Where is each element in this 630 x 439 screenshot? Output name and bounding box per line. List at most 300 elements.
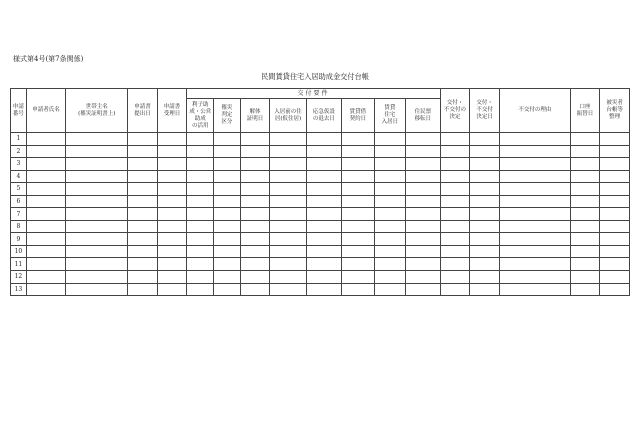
- table-cell: [157, 145, 187, 158]
- table-cell: [470, 145, 500, 158]
- table-row: [11, 271, 630, 284]
- table-cell: [570, 133, 600, 146]
- header-line: 入居日: [381, 119, 399, 125]
- table-cell: [470, 195, 500, 208]
- table-cell: [306, 158, 341, 171]
- table-cell: [128, 233, 158, 246]
- table-cell: [570, 208, 600, 221]
- table-cell: [26, 195, 65, 208]
- table-cell: [374, 158, 406, 171]
- table-cell: [374, 258, 406, 271]
- table-cell: [214, 183, 241, 196]
- table-cell: [406, 195, 440, 208]
- table-cell: [270, 208, 306, 221]
- table-cell: [187, 158, 214, 171]
- table-cell: [66, 220, 128, 233]
- col-header-applicant: [26, 89, 65, 133]
- table-cell: [570, 220, 600, 233]
- table-cell: [374, 133, 406, 146]
- table-cell: [187, 208, 214, 221]
- table-cell: [26, 170, 65, 183]
- table-cell: [374, 183, 406, 196]
- group-header-requirements: 交付要件: [187, 89, 440, 99]
- header-line: 罹災: [221, 105, 233, 111]
- table-cell: [240, 283, 270, 296]
- table-cell: [187, 245, 214, 258]
- table-cell: [187, 271, 214, 284]
- table-cell: [240, 208, 270, 221]
- header-line: 世帯主名: [85, 103, 108, 110]
- table-cell: [470, 283, 500, 296]
- header-line: 契約日: [349, 115, 367, 122]
- table-cell: [66, 195, 128, 208]
- col-header-temp-exit: [306, 99, 341, 133]
- table-cell: [406, 283, 440, 296]
- table-cell: [26, 271, 65, 284]
- table-cell: [128, 283, 158, 296]
- table-cell: [570, 271, 600, 284]
- table-cell: [570, 158, 600, 171]
- table-cell: [600, 133, 630, 146]
- table-cell: [214, 145, 241, 158]
- table-cell: [157, 245, 187, 258]
- header-line: 住宅: [384, 112, 396, 118]
- row-number: 8: [11, 220, 27, 233]
- table-cell: [270, 271, 306, 284]
- table-cell: [374, 145, 406, 158]
- col-header-decision-date: [470, 89, 500, 133]
- table-cell: [440, 233, 470, 246]
- table-cell: [26, 183, 65, 196]
- table-cell: [270, 170, 306, 183]
- table-cell: [128, 195, 158, 208]
- table-cell: [570, 195, 600, 208]
- table-cell: [342, 283, 375, 296]
- table-cell: [374, 233, 406, 246]
- header-line: の退去日: [312, 115, 335, 122]
- table-cell: [157, 233, 187, 246]
- table-cell: [374, 283, 406, 296]
- table-cell: [570, 245, 600, 258]
- table-cell: [600, 145, 630, 158]
- table-cell: [306, 183, 341, 196]
- header-line: 不交付: [476, 107, 493, 113]
- table-cell: [214, 158, 241, 171]
- table-cell: [306, 133, 341, 146]
- table-cell: [440, 183, 470, 196]
- header-line: (罹災証明書上): [78, 110, 116, 117]
- col-header-disaster: [214, 99, 241, 133]
- table-cell: [214, 170, 241, 183]
- table-cell: [470, 271, 500, 284]
- table-cell: [240, 220, 270, 233]
- col-header-lease-date: [342, 99, 375, 133]
- table-cell: [406, 208, 440, 221]
- table-cell: [600, 258, 630, 271]
- table-cell: [187, 233, 214, 246]
- header-line: 住民票: [414, 108, 432, 115]
- table-cell: [187, 195, 214, 208]
- table-cell: [499, 245, 570, 258]
- table-cell: [270, 145, 306, 158]
- table-cell: [26, 208, 65, 221]
- table-cell: [66, 170, 128, 183]
- table-cell: [26, 283, 65, 296]
- table-cell: [440, 208, 470, 221]
- header-line: 受理日: [163, 110, 181, 117]
- table-cell: [26, 145, 65, 158]
- col-header-reason: [499, 89, 570, 133]
- table-cell: [240, 170, 270, 183]
- table-cell: [306, 271, 341, 284]
- table-cell: [240, 195, 270, 208]
- table-cell: [306, 170, 341, 183]
- table-cell: [128, 170, 158, 183]
- table-cell: [26, 233, 65, 246]
- col-header-household-head: [66, 89, 128, 133]
- table-cell: [406, 170, 440, 183]
- table-cell: [570, 183, 600, 196]
- header-line: 決定: [449, 114, 461, 120]
- table-cell: [240, 158, 270, 171]
- table-row: [11, 145, 630, 158]
- table-row: [11, 283, 630, 296]
- table-cell: [406, 158, 440, 171]
- table-cell: [440, 133, 470, 146]
- table-cell: [187, 258, 214, 271]
- table-cell: [342, 220, 375, 233]
- table-cell: [499, 220, 570, 233]
- table-cell: [128, 258, 158, 271]
- table-cell: [570, 170, 600, 183]
- table-cell: [214, 208, 241, 221]
- header-line: 振替日: [576, 110, 594, 117]
- table-cell: [342, 271, 375, 284]
- table-cell: [306, 145, 341, 158]
- table-row: [11, 195, 630, 208]
- table-cell: [66, 208, 128, 221]
- table-cell: [187, 283, 214, 296]
- header-line: 賃貸借: [349, 108, 367, 115]
- table-cell: [128, 220, 158, 233]
- table-cell: [66, 158, 128, 171]
- table-cell: [342, 183, 375, 196]
- header-line: 移転日: [414, 115, 432, 122]
- col-header-resident-transfer: [406, 99, 440, 133]
- table-cell: [128, 183, 158, 196]
- table-cell: [270, 283, 306, 296]
- table-cell: [214, 271, 241, 284]
- table-row: [11, 245, 630, 258]
- col-header-app-no: [11, 89, 27, 133]
- table-cell: [214, 233, 241, 246]
- table-cell: [240, 245, 270, 258]
- table-cell: [306, 208, 341, 221]
- table-cell: [128, 145, 158, 158]
- table-cell: [214, 133, 241, 146]
- header-line: 台帳等: [606, 107, 623, 113]
- table-cell: [470, 183, 500, 196]
- table-cell: [374, 170, 406, 183]
- table-cell: [128, 271, 158, 284]
- table-cell: [187, 133, 214, 146]
- row-number: 9: [11, 233, 27, 246]
- table-cell: [342, 233, 375, 246]
- table-cell: [440, 283, 470, 296]
- table-cell: [406, 220, 440, 233]
- header-line: 解体: [249, 108, 261, 115]
- table-cell: [440, 145, 470, 158]
- table-cell: [600, 208, 630, 221]
- table-cell: [66, 245, 128, 258]
- table-cell: [440, 245, 470, 258]
- header-line: 提出日: [134, 110, 151, 117]
- table-row: [11, 258, 630, 271]
- table-cell: [214, 220, 241, 233]
- table-cell: [157, 170, 187, 183]
- table-cell: [66, 271, 128, 284]
- row-number: 6: [11, 195, 27, 208]
- table-cell: [499, 195, 570, 208]
- table-cell: [406, 145, 440, 158]
- table-cell: [600, 283, 630, 296]
- table-cell: [66, 145, 128, 158]
- col-header-decision: [440, 89, 470, 133]
- table-cell: [570, 283, 600, 296]
- table-cell: [406, 183, 440, 196]
- table-cell: [499, 170, 570, 183]
- table-cell: [440, 271, 470, 284]
- table-row: [11, 183, 630, 196]
- header-line: 交付・: [476, 100, 493, 106]
- table-cell: [499, 183, 570, 196]
- table-cell: [214, 258, 241, 271]
- table-cell: [66, 258, 128, 271]
- table-cell: [342, 133, 375, 146]
- table-cell: [342, 208, 375, 221]
- table-cell: [342, 145, 375, 158]
- header-line: 申請書: [163, 103, 181, 110]
- table-cell: [600, 220, 630, 233]
- table-cell: [66, 133, 128, 146]
- row-number: 12: [11, 271, 27, 284]
- table-cell: [214, 283, 241, 296]
- table-cell: [26, 245, 65, 258]
- header-line: 整理: [609, 114, 621, 120]
- table-cell: [187, 183, 214, 196]
- table-cell: [470, 158, 500, 171]
- document-title: 民間賃貸住宅入居助成金交付台帳: [261, 72, 369, 81]
- table-row: [11, 133, 630, 146]
- table-cell: [306, 258, 341, 271]
- table-cell: [499, 283, 570, 296]
- table-cell: [342, 158, 375, 171]
- header-line: 不交付の理由: [518, 107, 552, 113]
- header-line: 賃貸: [384, 105, 396, 111]
- table-cell: [240, 145, 270, 158]
- table-cell: [342, 245, 375, 258]
- table-cell: [26, 258, 65, 271]
- table-cell: [440, 170, 470, 183]
- table-cell: [240, 233, 270, 246]
- header-line: の活用: [191, 122, 209, 129]
- table-cell: [270, 158, 306, 171]
- table-row: [11, 208, 630, 221]
- header-line: 証明日: [246, 115, 264, 122]
- col-header-demolition: [240, 99, 270, 133]
- table-cell: [270, 220, 306, 233]
- table-cell: [157, 133, 187, 146]
- row-number: 13: [11, 283, 27, 296]
- table-cell: [406, 245, 440, 258]
- table-cell: [342, 195, 375, 208]
- header-line: 判定: [221, 112, 233, 118]
- header-line: 助成: [194, 115, 206, 122]
- table-cell: [157, 208, 187, 221]
- table-cell: [470, 170, 500, 183]
- table-cell: [470, 233, 500, 246]
- table-cell: [406, 271, 440, 284]
- row-number: 7: [11, 208, 27, 221]
- row-number: 1: [11, 133, 27, 146]
- table-cell: [157, 220, 187, 233]
- table-cell: [499, 233, 570, 246]
- table-cell: [128, 245, 158, 258]
- header-line: 入居前の住: [274, 108, 302, 115]
- header-line: 応急仮設: [312, 108, 335, 115]
- table-cell: [440, 158, 470, 171]
- table-cell: [470, 208, 500, 221]
- table-cell: [499, 145, 570, 158]
- table-cell: [470, 245, 500, 258]
- table-cell: [570, 145, 600, 158]
- row-number: 10: [11, 245, 27, 258]
- table-cell: [499, 208, 570, 221]
- table-cell: [406, 258, 440, 271]
- table-cell: [270, 133, 306, 146]
- table-cell: [157, 271, 187, 284]
- table-row: [11, 233, 630, 246]
- table-cell: [570, 233, 600, 246]
- table-cell: [600, 245, 630, 258]
- col-header-move-in: [374, 99, 406, 133]
- table-cell: [128, 133, 158, 146]
- table-cell: [440, 220, 470, 233]
- row-number: 3: [11, 158, 27, 171]
- table-row: [11, 220, 630, 233]
- table-cell: [214, 245, 241, 258]
- table-cell: [440, 195, 470, 208]
- table-cell: [66, 183, 128, 196]
- table-cell: [600, 183, 630, 196]
- table-cell: [374, 208, 406, 221]
- table-cell: [306, 283, 341, 296]
- table-cell: [499, 271, 570, 284]
- row-number: 5: [11, 183, 27, 196]
- table-cell: [240, 133, 270, 146]
- header-line: 番号: [12, 110, 24, 117]
- table-cell: [306, 245, 341, 258]
- table-cell: [306, 220, 341, 233]
- table-cell: [470, 133, 500, 146]
- table-cell: [470, 220, 500, 233]
- table-cell: [306, 233, 341, 246]
- ledger-body: [11, 133, 630, 296]
- col-header-interest: [187, 99, 214, 133]
- header-line: 区分: [221, 119, 233, 125]
- ledger-table: [10, 88, 630, 296]
- header-line: 申請書: [134, 103, 151, 110]
- table-cell: [157, 183, 187, 196]
- header-line: 不交付の: [443, 107, 466, 113]
- header-line: 決定日: [476, 114, 493, 120]
- col-header-ledger: [600, 89, 630, 133]
- header-line: 申請者氏名: [32, 107, 60, 113]
- table-cell: [26, 158, 65, 171]
- table-cell: [406, 133, 440, 146]
- table-cell: [66, 233, 128, 246]
- table-cell: [600, 170, 630, 183]
- table-cell: [157, 158, 187, 171]
- table-cell: [270, 233, 306, 246]
- header-line: 利子助: [191, 101, 209, 108]
- table-cell: [270, 245, 306, 258]
- table-cell: [26, 220, 65, 233]
- table-cell: [570, 258, 600, 271]
- table-cell: [306, 195, 341, 208]
- col-header-submit-date: [128, 89, 158, 133]
- table-cell: [374, 195, 406, 208]
- table-cell: [270, 258, 306, 271]
- table-cell: [157, 258, 187, 271]
- table-cell: [128, 208, 158, 221]
- table-cell: [66, 283, 128, 296]
- table-cell: [374, 271, 406, 284]
- table-cell: [499, 158, 570, 171]
- table-cell: [600, 195, 630, 208]
- table-cell: [214, 195, 241, 208]
- table-cell: [406, 233, 440, 246]
- table-cell: [342, 258, 375, 271]
- header-line: 成・公営: [189, 108, 212, 115]
- table-cell: [270, 195, 306, 208]
- col-header-account-date: [570, 89, 600, 133]
- table-cell: [187, 170, 214, 183]
- col-header-receipt-date: [157, 89, 187, 133]
- col-header-prev-residence: [270, 99, 306, 133]
- table-cell: [270, 183, 306, 196]
- table-cell: [440, 258, 470, 271]
- table-cell: [240, 183, 270, 196]
- table-cell: [128, 158, 158, 171]
- header-line: 居(仮住居): [274, 115, 302, 122]
- table-cell: [499, 258, 570, 271]
- table-cell: [374, 245, 406, 258]
- table-row: [11, 158, 630, 171]
- row-number: 2: [11, 145, 27, 158]
- table-cell: [470, 258, 500, 271]
- form-number: 様式第4号(第7条関係): [13, 55, 84, 63]
- table-cell: [600, 158, 630, 171]
- table-cell: [187, 220, 214, 233]
- header-line: 口座: [579, 103, 591, 110]
- table-cell: [187, 145, 214, 158]
- table-cell: [342, 170, 375, 183]
- row-number: 4: [11, 170, 27, 183]
- table-cell: [240, 258, 270, 271]
- table-cell: [26, 133, 65, 146]
- header-line: 被災者: [606, 100, 623, 106]
